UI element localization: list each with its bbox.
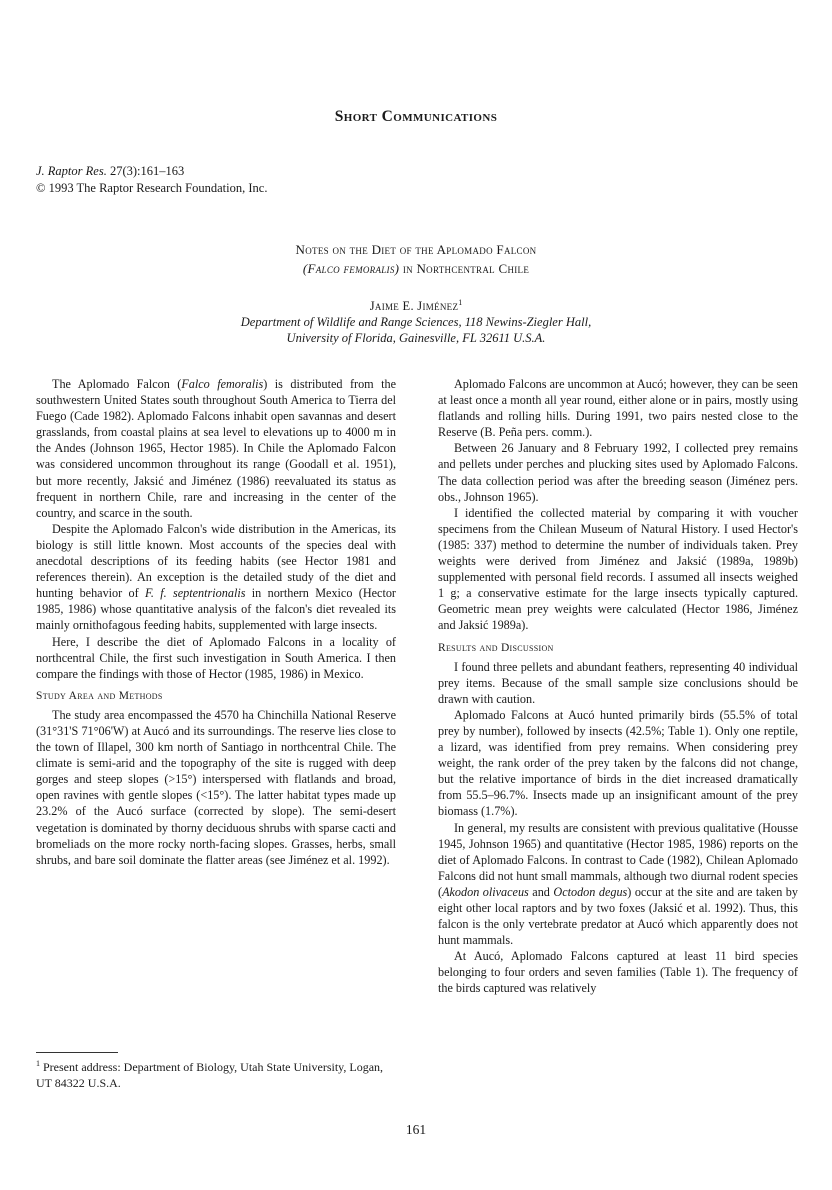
title-species: (Falco femoralis) [302, 261, 400, 276]
title-line-2-rest: in Northcentral Chile [399, 261, 530, 276]
citation-block [36, 163, 267, 197]
footnote [36, 1059, 396, 1091]
paragraph-comparison: In general, my results are consistent with previous qualitative (Housse 1945, Johnson 1965) and quantitative (Hector 1985, 1986) reports on the diet of Aplomado Falcons. In contrast to Cade (1982), Chilean Aplomado Falcons did not hunt small mammals, although two diurnal rodent species (Akodon olivaceus and Octodon degus) occur at the site and are taken by eight other local raptors and by two foxes (Jaksić et al. 1992). Thus, this falcon is the only vertebrate predator at Aucó which apparently does not hunt mammals. [438, 820, 798, 948]
article-title [0, 240, 832, 278]
paragraph-collection: Between 26 January and 8 February 1992, I collected prey remains and pellets under perches and plucking sites used by Aplomado Falcons. The data collection period was after the breeding season (Jiménez pers. obs., Johnson 1965). [438, 441, 798, 504]
paragraph-study-area: The study area encompassed the 4570 ha Chinchilla National Reserve (31°31'S 71°06'W) at Aucó and its surroundings. The reserve lies close to the town of Illapel, 300 km north of Santiago in northcentral Chile. The climate is semi-arid and the topography of the site is rugged with deep gorges and steep slopes (>15°) interspersed with flatlands and broad, open ravines with gentle slopes (<15°). The latter habitat types made up 23.2% of the Aucó surface (corrected by slope). The semi-desert vegetation is dominated by thorny deciduous shrubs with sparse cacti and bromeliads on the more rocky north-facing slopes. Grasses, herbs, small shrubs, and bare soil dominate the flatter areas (see Jiménez et al. 1992). [36, 707, 396, 867]
author-block [0, 298, 832, 346]
paragraph-identification: I identified the collected material by comparing it with voucher specimens from the Chilean Museum of Natural History. I used Hector's (1985: 337) method to determine the number of individuals taken. Prey weights were derived from Jiménez and Jaksić (1989a, 1989b) supplemented with personal field records. I assumed all insects weighed 1 g; a conservative estimate for the large insects typically captured. Geometric mean prey weights were calculated (Hector 1986, Jiménez and Jaksić 1989a). [438, 505, 798, 633]
heading-results: Results and Discussion [438, 641, 554, 654]
page-number: 161 [405, 1122, 427, 1137]
footnote-rule [36, 1052, 118, 1053]
paragraph-aims: Here, I describe the diet of Aplomado Falcons in a locality of northcentral Chile, the first such investigation in South America. I then compare the findings with those of Hector (1985, 1986) in Mexico. [36, 634, 396, 681]
paragraph-bird-species: At Aucó, Aplomado Falcons captured at least 11 bird species belonging to four orders and seven families (Table 1). The frequency of the birds captured was relatively [438, 949, 798, 996]
right-column [438, 376, 798, 997]
paragraph-background: Despite the Aplomado Falcon's wide distribution in the Americas, its biology is still little known. Most accounts of the species deal with anecdotal descriptions of its feeding habits (see Hector 1981 and references therein). An exception is the detailed study of the diet and hunting behavior of F. f. septentrionalis in northern Mexico (Hector 1985, 1986) whose quantitative analysis of the falcon's diet revealed its mainly ornithofagous feeding habits, supplemented with large insects. [36, 521, 396, 633]
journal-name: J. Raptor Res. [36, 164, 107, 178]
copyright-line: © 1993 The Raptor Research Foundation, Inc. [36, 181, 268, 195]
affiliation-line-2: University of Florida, Gainesville, FL 32611 U.S.A. [286, 331, 546, 345]
affiliation [0, 314, 832, 346]
title-line-2 [0, 259, 832, 278]
author-footnote-mark: 1 [458, 297, 463, 307]
paragraph-prey-composition: Aplomado Falcons at Aucó hunted primarily birds (55.5% of total prey by number), followed by insects (42.5%; Table 1). Only one reptile, a lizard, was identified from prey remains. When considering prey weight, the rank order of the prey taken by the falcons did not change, but the relative importance of birds in the diet increased dramatically from 55.5–96.7%. Insects made up an insignificant amount of the prey biomass (1.7%). [438, 707, 798, 819]
footnote-text: Present address: Department of Biology, Utah State University, Logan, UT 84322 U.S.A. [36, 1060, 384, 1090]
affiliation-line-1: Department of Wildlife and Range Sciences, 118 Newins-Ziegler Hall, [240, 315, 592, 329]
paragraph-intro: The Aplomado Falcon (Falco femoralis) is distributed from the southwestern United States south throughout South America to Tierra del Fuego (Cade 1982). Aplomado Falcons inhabit open savannas and desert grasslands, from coastal plains at sea level to elevations up to 4000 m in the Andes (Johnson 1965, Hector 1985). In Chile the Aplomado Falcon was considered uncommon throughout its range (Goodall et al. 1951), but more recently, Jaksić and Jiménez (1986) reevaluated its status as frequent in northern Chile, rare and increasing in the center of the country, and scarce in the south. [36, 377, 396, 520]
paragraph-pellets: I found three pellets and abundant feathers, representing 40 individual prey items. Because of the small sample size conclusions should be drawn with caution. [438, 659, 798, 706]
journal-reference [36, 163, 267, 180]
author-name: Jaime E. Jiménez [369, 299, 459, 313]
heading-methods: Study Area and Methods [36, 689, 163, 702]
left-column [36, 376, 396, 868]
footnote-mark: 1 [36, 1059, 40, 1068]
volume-pages: 27(3):161–163 [106, 164, 185, 178]
paragraph-status: Aplomado Falcons are uncommon at Aucó; however, they can be seen at least once a month all year round, either alone or in pairs, mostly using flatlands and rolling hills. During 1991, two pairs nested close to the Reserve (B. Peña pers. comm.). [438, 377, 798, 440]
section-heading: Short Communications [334, 108, 498, 125]
title-line-1: Notes on the Diet of the Aplomado Falcon [295, 242, 537, 257]
